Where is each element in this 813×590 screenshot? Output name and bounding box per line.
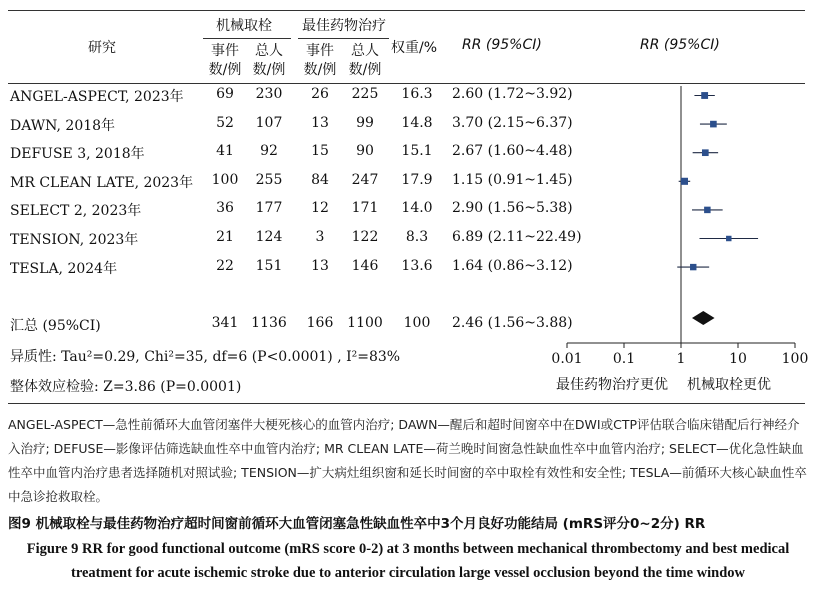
pooled-diamond — [692, 311, 715, 325]
total-header-1: 总人 数/例 — [252, 43, 286, 78]
x-tick-label-1: 0.01 — [551, 351, 583, 367]
weight-header: 权重/% — [391, 40, 438, 56]
row-1-weight: 16.3 — [401, 86, 433, 102]
row-5-e2: 12 — [311, 200, 329, 217]
row-4-t2: 247 — [351, 171, 379, 188]
row-5-study: SELECT 2, 2023年 — [10, 203, 142, 220]
total-rr: 2.46 (1.56~3.88) — [452, 315, 573, 331]
bottom-rule — [8, 403, 805, 404]
total-header-2: 总人 数/例 — [348, 43, 382, 78]
favours-left-label: 最佳药物治疗更优 — [556, 377, 668, 393]
plot-header: RR (95%CI) — [640, 37, 720, 53]
total-e2: 166 — [306, 315, 334, 331]
row-3-t1: 92 — [260, 143, 278, 160]
row-5-rr: 2.90 (1.56~5.38) — [452, 200, 573, 217]
row-5-t1: 177 — [255, 200, 283, 217]
group2-header: 最佳药物治疗 — [302, 18, 386, 34]
row-7-e2: 13 — [311, 257, 329, 274]
row-7-rr: 1.64 (0.86~3.12) — [452, 257, 573, 274]
x-tick-label-5: 100 — [781, 351, 809, 367]
point-estimate-4 — [681, 178, 688, 185]
row-7-e1: 22 — [216, 257, 234, 274]
row-3-t2: 90 — [356, 143, 374, 160]
row-6-weight: 8.3 — [405, 229, 429, 245]
row-1-t1: 230 — [255, 86, 283, 102]
row-6-e1: 21 — [216, 229, 234, 245]
total-t1: 1136 — [251, 315, 287, 331]
favours-right-label: 机械取栓更优 — [687, 377, 771, 393]
row-2-e2: 13 — [311, 114, 329, 131]
row-3-e1: 41 — [216, 143, 234, 160]
row-5-weight: 14.0 — [401, 200, 433, 217]
row-3-study: DEFUSE 3, 2018年 — [10, 146, 145, 163]
caption-cn: 图9 机械取栓与最佳药物治疗超时间窗前循环大血管闭塞急性缺血性卒中3个月良好功能结局 (mRS评分0~2分) RR — [8, 516, 706, 532]
row-1-rr: 2.60 (1.72~3.92) — [452, 86, 573, 102]
row-4-e2: 84 — [311, 171, 329, 188]
study-header: 研究 — [88, 40, 116, 56]
caption-en: Figure 9 RR for good functional outcome (mRS score 0-2) at 3 months between mechanical thrombectomy and best medical treatment for acute ischemic stroke due to anterior circulation large vessel occlusion beyond the time window — [26, 541, 790, 581]
heterogeneity-text: 异质性: Tau²=0.29, Chi²=35, df=6 (P<0.0001) , I²=83% — [10, 349, 401, 365]
point-estimate-5 — [704, 207, 710, 213]
row-7-weight: 13.6 — [401, 257, 433, 274]
row-4-rr: 1.15 (0.91~1.45) — [452, 171, 573, 188]
point-estimate-7 — [690, 264, 696, 270]
row-2-study: DAWN, 2018年 — [10, 117, 116, 134]
point-estimate-2 — [710, 121, 717, 128]
row-2-t1: 107 — [255, 114, 283, 131]
total-e1: 341 — [211, 315, 239, 331]
point-estimate-6 — [726, 236, 731, 241]
row-6-e2: 3 — [315, 229, 325, 245]
row-3-rr: 2.67 (1.60~4.48) — [452, 143, 573, 160]
row-3-e2: 15 — [311, 143, 329, 160]
row-6-t1: 124 — [255, 229, 283, 245]
group1-header: 机械取栓 — [216, 18, 272, 34]
row-7-t2: 146 — [351, 257, 379, 274]
total-weight: 100 — [403, 315, 431, 331]
row-2-t2: 99 — [356, 114, 374, 131]
row-4-e1: 100 — [211, 171, 239, 188]
overall-effect-text: 整体效应检验: Z=3.86 (P=0.0001) — [10, 379, 242, 395]
total-t2: 1100 — [347, 315, 383, 331]
row-5-t2: 171 — [351, 200, 379, 217]
row-1-study: ANGEL-ASPECT, 2023年 — [10, 89, 184, 105]
x-tick-label-4: 10 — [729, 351, 747, 367]
row-6-study: TENSION, 2023年 — [10, 232, 139, 248]
x-tick-label-3: 1 — [676, 351, 686, 367]
row-6-rr: 6.89 (2.11~22.49) — [452, 229, 582, 245]
row-1-e1: 69 — [216, 86, 234, 102]
row-4-t1: 255 — [255, 171, 283, 188]
events-header-2: 事件 数/例 — [303, 43, 337, 78]
row-3-weight: 15.1 — [401, 143, 433, 160]
row-7-study: TESLA, 2024年 — [10, 260, 118, 277]
point-estimate-1 — [701, 92, 708, 99]
row-4-study: MR CLEAN LATE, 2023年 — [10, 174, 194, 191]
events-header-1: 事件 数/例 — [208, 43, 242, 78]
row-6-t2: 122 — [351, 229, 379, 245]
footnote: ANGEL-ASPECT—急性前循环大血管闭塞伴大梗死核心的血管内治疗; DAWN—醒后和超时间窗卒中在DWI或CTP评估联合临床错配后行神经介入治疗; DEFUSE—影像评估筛选缺血性卒中血管内治疗; MR CLEAN LATE—荷兰晚时间窗急性缺血性卒中血管内治疗; SELECT—优化急性缺血性卒中血管内治疗患者选择随机对照试验; TENSION—扩大病灶组织窗和延长时间窗的卒中取栓有效性和安全性; TESLA—前循环大核心缺血性卒中急诊抢救取栓。 — [8, 417, 807, 504]
point-estimate-3 — [702, 149, 709, 156]
row-4-weight: 17.9 — [401, 171, 433, 188]
row-1-e2: 26 — [311, 86, 329, 102]
row-2-e1: 52 — [216, 114, 234, 131]
row-5-e1: 36 — [216, 200, 234, 217]
row-2-rr: 3.70 (2.15~6.37) — [452, 114, 573, 131]
x-tick-label-2: 0.1 — [612, 351, 636, 367]
rr-header: RR (95%CI) — [462, 37, 542, 53]
row-7-t1: 151 — [255, 257, 283, 274]
total-study: 汇总 (95%CI) — [10, 318, 101, 334]
row-1-t2: 225 — [351, 86, 379, 102]
row-2-weight: 14.8 — [401, 114, 433, 131]
